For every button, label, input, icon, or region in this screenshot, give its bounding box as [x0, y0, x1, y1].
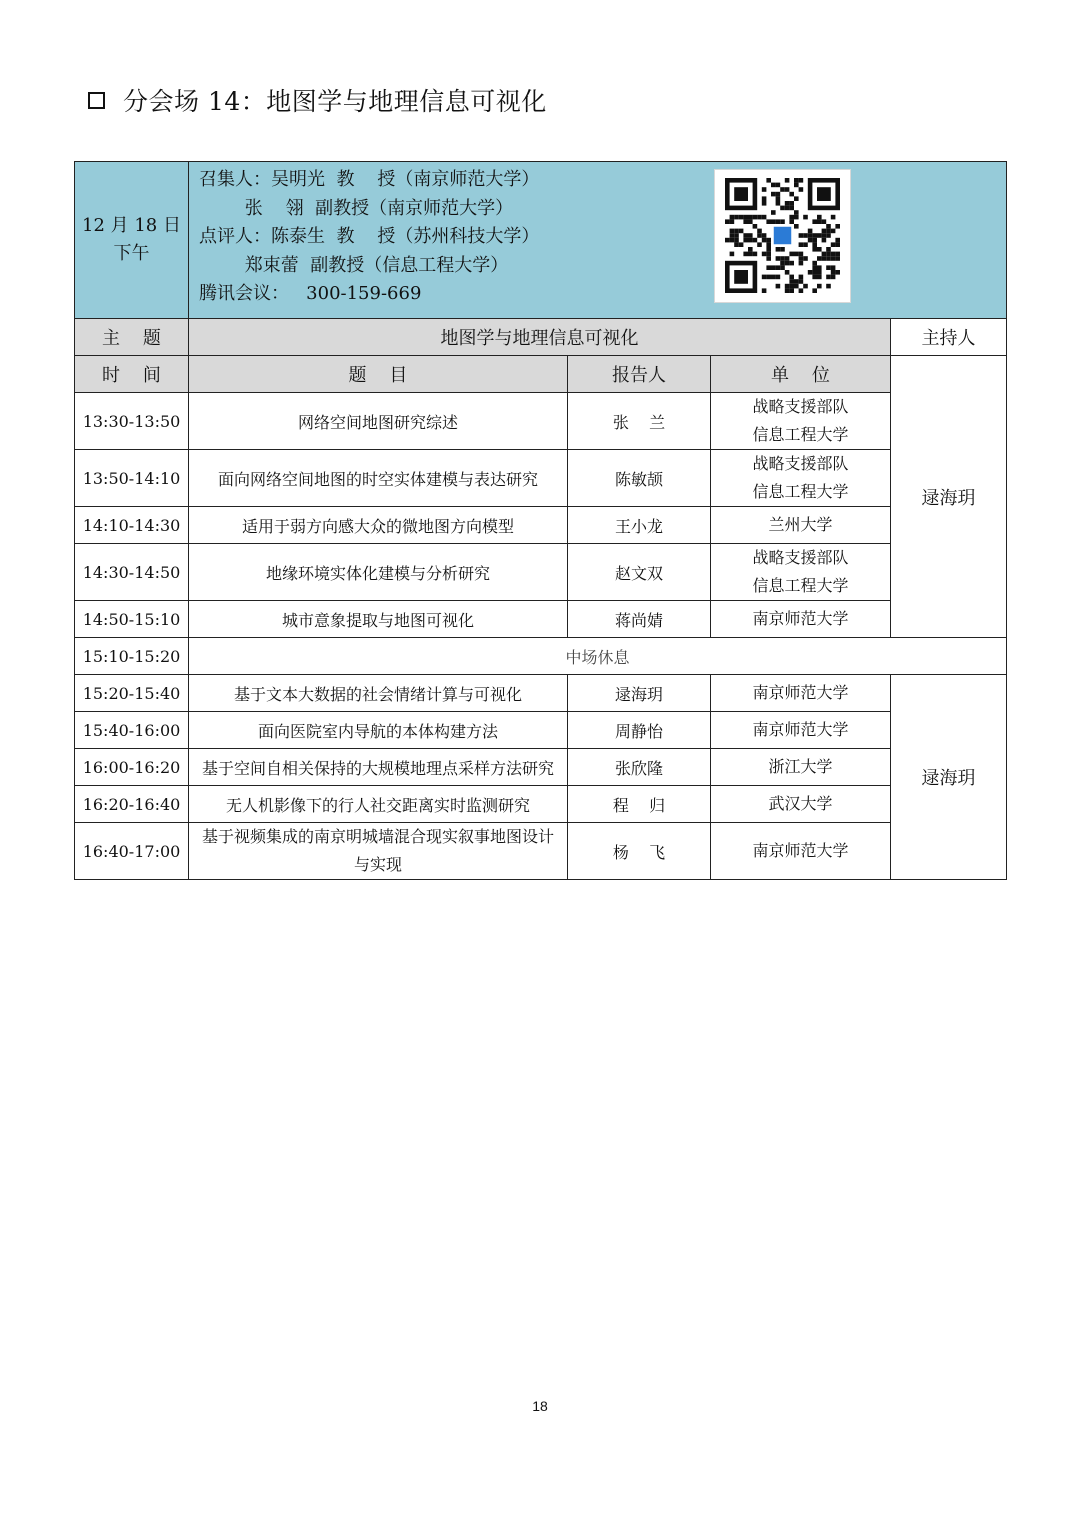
- theme-label: 主 题: [75, 319, 189, 356]
- title-cell: 地缘环境实体化建模与分析研究: [189, 544, 568, 601]
- table-row: [75, 450, 1007, 507]
- title-cell: 城市意象提取与地图可视化: [189, 601, 568, 638]
- unit-cell: [711, 749, 891, 786]
- qr-code-icon[interactable]: [714, 169, 851, 303]
- title-cell: 面向医院室内导航的本体构建方法: [189, 712, 568, 749]
- unit-cell-line: 南京师范大学: [752, 841, 849, 860]
- unit-cell-line: 战略支援部队: [752, 454, 849, 473]
- unit-cell-line: 战略支援部队: [752, 397, 849, 416]
- break-row: [75, 638, 1007, 675]
- table-row: [75, 393, 1007, 450]
- info-line: 点评人：陈泰生 教 授（苏州科技大学）: [199, 226, 540, 247]
- speaker-cell: 王小龙: [568, 507, 711, 544]
- title-cell: 无人机影像下的行人社交距离实时监测研究: [189, 786, 568, 823]
- time-cell: 13:30-13:50: [75, 393, 189, 450]
- speaker-cell: 赵文双: [568, 544, 711, 601]
- host-cell: 逯海玥: [891, 356, 1007, 638]
- unit-cell: [711, 786, 891, 823]
- unit-cell-line: 南京师范大学: [752, 720, 849, 739]
- title-cell: 基于空间自相关保持的大规模地理点采样方法研究: [189, 749, 568, 786]
- unit-cell-line: 浙江大学: [768, 757, 833, 776]
- section-title: 分会场 14：地图学与地理信息可视化: [123, 87, 547, 116]
- date: 12 月 18 日: [82, 215, 181, 236]
- title-cell-line: 与实现: [353, 855, 402, 874]
- table-row: [75, 749, 1007, 786]
- unit-cell-line: 信息工程大学: [752, 482, 849, 501]
- info-row: [75, 162, 1007, 319]
- info-line: 郑束蕾 副教授（信息工程大学）: [199, 254, 509, 276]
- speaker-cell: 程 归: [568, 786, 711, 823]
- host-cell: 逯海玥: [891, 675, 1007, 880]
- unit-cell: [711, 675, 891, 712]
- speaker-cell: 蒋尚婧: [568, 601, 711, 638]
- column-header-row: [75, 356, 1007, 393]
- table-row: [75, 823, 1007, 880]
- time-cell: 15:20-15:40: [75, 675, 189, 712]
- schedule-table: [74, 161, 1007, 880]
- unit-cell: [711, 507, 891, 544]
- unit-cell-line: 武汉大学: [768, 794, 833, 813]
- time-cell: 16:40-17:00: [75, 823, 189, 880]
- unit-cell: [711, 601, 891, 638]
- speaker-cell: 周静怡: [568, 712, 711, 749]
- meeting-id: 腾讯会议： 300-159-669: [199, 283, 422, 304]
- period: 下午: [113, 243, 150, 264]
- organizer-cell: [189, 162, 1007, 319]
- unit-cell: [711, 450, 891, 507]
- time-cell: 16:20-16:40: [75, 786, 189, 823]
- break-label: 中场休息: [189, 638, 1007, 675]
- speaker-cell: 张欣隆: [568, 749, 711, 786]
- info-line: 张 翎 副教授（南京师范大学）: [199, 197, 514, 219]
- title-cell: [189, 823, 568, 880]
- col-unit: 单 位: [711, 356, 891, 393]
- title-cell: 适用于弱方向感大众的微地图方向模型: [189, 507, 568, 544]
- title-cell: 网络空间地图研究综述: [189, 393, 568, 450]
- title-cell: 面向网络空间地图的时空实体建模与表达研究: [189, 450, 568, 507]
- speaker-cell: 杨 飞: [568, 823, 711, 880]
- title-cell-line: 基于视频集成的南京明城墙混合现实叙事地图设计: [201, 827, 554, 846]
- table-row: [75, 786, 1007, 823]
- unit-cell-line: 战略支援部队: [752, 548, 849, 567]
- speaker-cell: 逯海玥: [568, 675, 711, 712]
- host-label: 主持人: [891, 319, 1007, 356]
- time-cell: 14:10-14:30: [75, 507, 189, 544]
- title-cell: 基于文本大数据的社会情绪计算与可视化: [189, 675, 568, 712]
- time-cell: 15:10-15:20: [75, 638, 189, 675]
- checkbox-icon: [88, 92, 105, 109]
- unit-cell: [711, 823, 891, 880]
- col-speaker: 报告人: [568, 356, 711, 393]
- table-row: [75, 507, 1007, 544]
- unit-cell-line: 南京师范大学: [752, 683, 849, 702]
- time-cell: 15:40-16:00: [75, 712, 189, 749]
- unit-cell-line: 信息工程大学: [752, 425, 849, 444]
- col-time: 时 间: [75, 356, 189, 393]
- time-cell: 14:50-15:10: [75, 601, 189, 638]
- unit-cell-line: 信息工程大学: [752, 576, 849, 595]
- table-row: [75, 544, 1007, 601]
- date-cell: [75, 162, 189, 319]
- speaker-cell: 张 兰: [568, 393, 711, 450]
- table-row: [75, 675, 1007, 712]
- unit-cell-line: 南京师范大学: [752, 609, 849, 628]
- theme-value: 地图学与地理信息可视化: [189, 319, 891, 356]
- table-row: [75, 712, 1007, 749]
- section-heading: [88, 80, 547, 120]
- theme-row: [75, 319, 1007, 356]
- time-cell: 13:50-14:10: [75, 450, 189, 507]
- unit-cell: [711, 393, 891, 450]
- speaker-cell: 陈敏颉: [568, 450, 711, 507]
- col-title: 题 目: [189, 356, 568, 393]
- unit-cell-line: 兰州大学: [768, 515, 833, 534]
- time-cell: 16:00-16:20: [75, 749, 189, 786]
- table-row: [75, 601, 1007, 638]
- unit-cell: [711, 712, 891, 749]
- page-number: 18: [532, 1398, 548, 1414]
- info-line: 召集人：吴明光 教 授（南京师范大学）: [199, 169, 540, 190]
- time-cell: 14:30-14:50: [75, 544, 189, 601]
- unit-cell: [711, 544, 891, 601]
